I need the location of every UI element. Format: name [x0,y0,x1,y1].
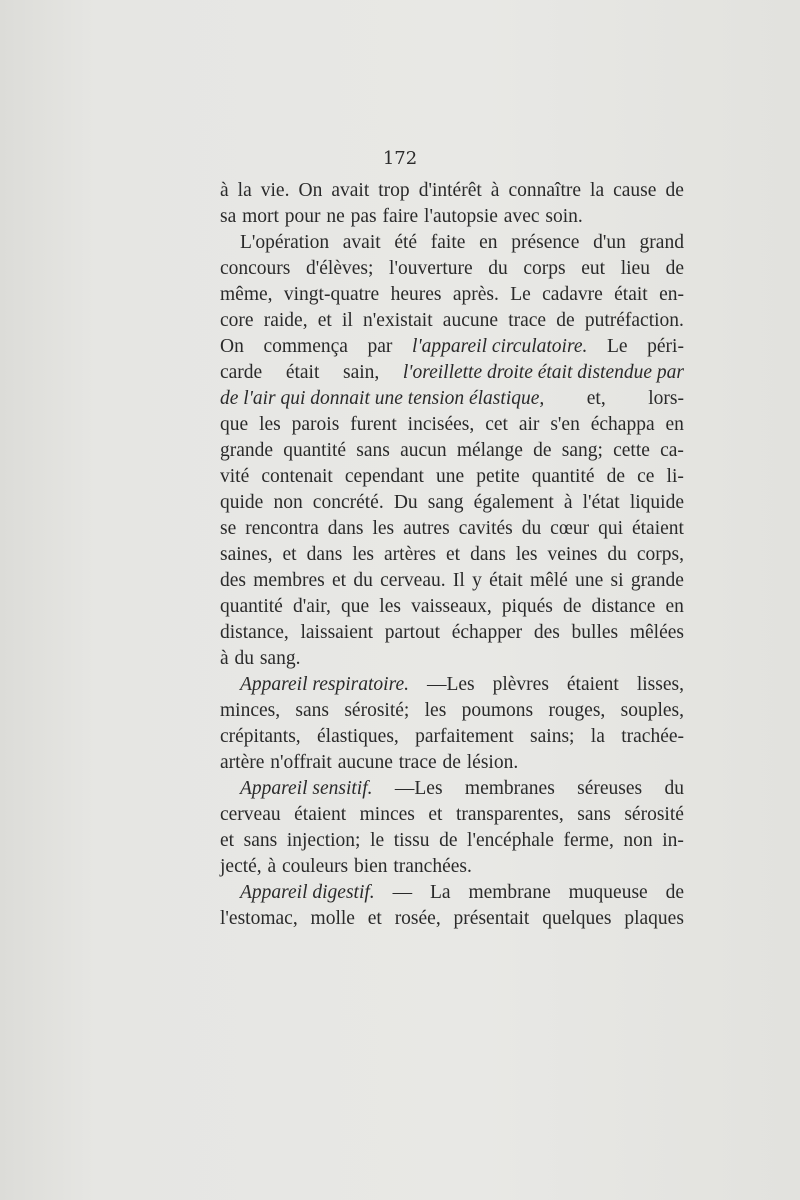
word: de [533,440,552,461]
word: contenait [261,466,333,487]
word: jecté, [220,856,262,877]
paragraph [220,230,684,672]
text-line [220,230,684,256]
word: de [606,466,626,487]
word: Appareil sensitif. [240,778,373,799]
word: vie. [260,180,290,201]
word: du [664,778,684,799]
word: et [317,310,332,331]
word: et [332,570,347,591]
word: à [267,856,277,877]
word: été [394,232,418,253]
word: pas [350,206,377,227]
word: lisses, [636,674,684,695]
word: La [429,882,451,903]
word: sans [577,804,611,825]
word: cerveau [220,804,281,825]
word: l'appareil circulatoire. [412,336,588,357]
text-line [220,386,684,412]
word: était [489,570,523,591]
word: cerveau. [380,570,446,591]
word: cause [613,180,657,201]
word: vingt-quatre [283,284,380,305]
word: y [472,570,482,591]
text-line [220,854,684,880]
word: et [446,544,461,565]
text-line [220,282,684,308]
word: sang [427,492,464,513]
word: de l'air qui donnait une tension élastique, [220,388,545,409]
word: lors- [648,388,684,409]
word: d'intérêt [418,180,482,201]
word: sans [243,830,278,851]
word: mêlées [629,622,684,643]
text-line [220,360,684,386]
word: Le [510,284,531,305]
word: membrane [468,882,551,903]
word: non [623,830,653,851]
word: aucun [400,440,447,461]
word: à [490,180,500,201]
word: mélange [456,440,523,461]
text-line [220,828,684,854]
word: les [515,544,538,565]
word: dans [327,518,364,539]
word: de [562,596,582,617]
paragraph [220,178,684,230]
word: l'ouverture [389,258,473,279]
word: n'existait [363,310,433,331]
word: les [424,700,447,721]
word: et [220,830,235,851]
word: distance [591,596,656,617]
word: commença [263,336,348,357]
word: également [473,492,554,513]
word: muqueuse [568,882,648,903]
word: putréfaction. [584,310,684,331]
text-line [220,672,684,698]
text-line [220,204,684,230]
word: quantité [220,596,283,617]
word: rosée, [394,908,441,929]
word: avait [331,180,370,201]
word: sérosité [624,804,684,825]
word: incisées, [407,414,475,435]
word: artères [384,544,436,565]
word: en [479,232,498,253]
word: corps [523,258,566,279]
word: n'offrait [270,752,332,773]
word: cette [613,440,650,461]
text-line [220,802,684,828]
word: cavités [458,518,513,539]
word: était [614,284,648,305]
word: partout [384,622,441,643]
word: quelques [542,908,612,929]
paragraph [220,776,684,880]
word: et [367,908,382,929]
word: membres [253,570,325,591]
word: trace [398,752,437,773]
body-text [220,178,684,932]
paragraph [220,880,684,932]
word: poumons [461,700,534,721]
word: du [521,518,542,539]
page-number: 172 [382,148,418,169]
word: l'encéphale [467,830,554,851]
word: que [220,414,249,435]
word: trachée- [621,726,684,747]
word: pour [284,206,321,227]
word: de [665,180,684,201]
word: de [665,258,684,279]
word: cœur [550,518,590,539]
word: Il [452,570,465,591]
text-line [220,646,684,672]
text-line [220,464,684,490]
word: air [518,414,540,435]
word: —Les [426,674,475,695]
word: d'un [593,232,626,253]
text-line [220,568,684,594]
word: en- [659,284,684,305]
word: quantité [283,440,347,461]
word: présence [511,232,580,253]
word: quantité [531,466,595,487]
word: l'oreillette droite était distendue par [402,362,684,383]
word: soin. [545,206,583,227]
word: lésion. [466,752,519,773]
word: piqués [501,596,553,617]
word: à [563,492,573,513]
word: les [352,544,375,565]
word: Le [606,336,628,357]
text-line [220,308,684,334]
word: dans [306,544,343,565]
word: du [488,258,508,279]
word: connaître [508,180,582,201]
word: bien [353,856,388,877]
word: du [607,544,627,565]
word: et [428,804,443,825]
word: sérosité; [344,700,410,721]
word: d'air, [292,596,331,617]
text-line [220,594,684,620]
word: de [442,752,461,773]
word: de [665,882,684,903]
word: les [379,596,401,617]
word: le [370,830,385,851]
word: se [220,518,237,539]
word: corps, [636,544,684,565]
word: cadavre [542,284,603,305]
word: tissu [393,830,430,851]
word: faite [430,232,466,253]
word: l'état [582,492,620,513]
word: sa [220,206,237,227]
word: si [610,570,624,591]
word: les [259,414,281,435]
word: dans [470,544,506,565]
word: sains; [530,726,575,747]
word: artère [220,752,265,773]
word: à [220,180,229,201]
word: On [220,336,244,357]
word: mêlé [529,570,568,591]
word: sang; [561,440,603,461]
word: par [367,336,393,357]
word: tranchées. [393,856,472,877]
word: il [342,310,353,331]
word: core [220,310,254,331]
word: la [590,180,605,201]
word: minces [359,804,415,825]
word: minces, [220,700,281,721]
word: échapper [451,622,523,643]
word: concours [220,258,291,279]
word: in- [662,830,684,851]
word: carde [220,362,263,383]
word: étaient [631,518,684,539]
word: ne [326,206,345,227]
word: était [285,362,320,383]
text-line [220,880,684,906]
word: séreuses [577,778,643,799]
word: des [533,622,560,643]
word: du [353,570,373,591]
word: li- [666,466,684,487]
text-line [220,256,684,282]
word: grand [639,232,684,253]
word: aucune [337,752,393,773]
word: liquide [629,492,684,513]
text-line [220,542,684,568]
text-line [220,906,684,932]
word: laissaient [300,622,374,643]
text-line [220,412,684,438]
word: autres [403,518,450,539]
word: parfaitement [415,726,514,747]
word: sang. [259,648,301,669]
word: à [220,648,229,669]
word: vaisseaux, [411,596,492,617]
word: avait [342,232,381,253]
word: du [234,648,254,669]
word: lieu [620,258,650,279]
word: souples, [620,700,684,721]
text-line [220,334,684,360]
word: échappa [590,414,655,435]
word: furent [350,414,397,435]
word: mort [242,206,279,227]
word: ferme, [563,830,614,851]
word: en [665,596,684,617]
word: trop [378,180,410,201]
word: la [237,180,252,201]
text-line [220,516,684,542]
word: molle [310,908,355,929]
word: eut [581,258,606,279]
word: étaient [294,804,347,825]
word: distance, [220,622,289,643]
word: élastiques, [317,726,399,747]
word: ce [637,466,655,487]
word: de [439,830,458,851]
word: transparentes, [455,804,564,825]
word: injection; [286,830,361,851]
word: grande [630,570,684,591]
word: grande [220,440,274,461]
word: parois [291,414,340,435]
word: présentait [453,908,530,929]
word: l'estomac, [220,908,298,929]
word: de [556,310,575,331]
word: même, [220,284,273,305]
word: une [575,570,604,591]
word: non [273,492,303,513]
word: aucune [442,310,499,331]
word: — [392,882,413,903]
word: qui [598,518,624,539]
word: vité [220,466,250,487]
word: des [220,570,246,591]
word: et, [586,388,606,409]
word: heures [390,284,442,305]
word: Du [393,492,418,513]
word: l'autopsie [424,206,498,227]
word: les [372,518,395,539]
word: étaient [566,674,619,695]
word: membranes [464,778,555,799]
word: rencontra [245,518,319,539]
word: raide, [263,310,308,331]
word: en [665,414,684,435]
word: couleurs [282,856,349,877]
word: quide [220,492,264,513]
text-line [220,724,684,750]
word: s'en [550,414,580,435]
word: L'opération [240,232,330,253]
word: faire [382,206,419,227]
word: péri- [647,336,684,357]
word: petite [476,466,520,487]
word: Appareil digestif. [240,882,375,903]
text-line [220,178,684,204]
word: —Les [394,778,443,799]
word: plèvres [492,674,549,695]
word: ca- [660,440,684,461]
word: cependant [344,466,424,487]
word: Appareil respiratoire. [240,674,409,695]
word: trace [508,310,547,331]
word: avec [503,206,540,227]
word: veines [547,544,598,565]
word: sans [356,440,390,461]
text-line [220,620,684,646]
word: rouges, [548,700,606,721]
paragraph [220,672,684,776]
word: concrété. [312,492,384,513]
text-line [220,776,684,802]
word: plaques [624,908,684,929]
word: sain, [342,362,380,383]
word: après. [452,284,499,305]
word: crépitants, [220,726,301,747]
text-line [220,438,684,464]
word: et [282,544,297,565]
word: saines, [220,544,273,565]
text-line [220,490,684,516]
word: d'élèves; [306,258,374,279]
word: que [341,596,370,617]
word: On [298,180,323,201]
word: une [436,466,465,487]
word: bulles [571,622,619,643]
word: cet [485,414,508,435]
word: la [590,726,605,747]
word: sans [295,700,330,721]
text-line [220,750,684,776]
text-line [220,698,684,724]
